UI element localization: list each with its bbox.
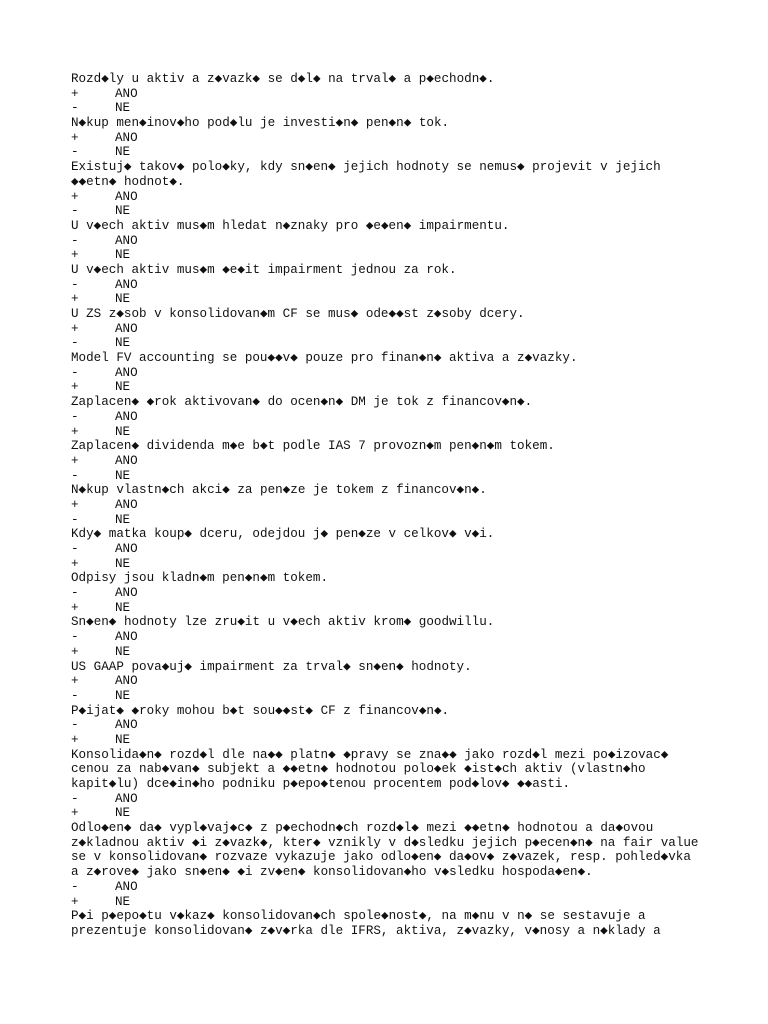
answer-option <box>71 557 711 572</box>
answer-mark: - <box>71 409 79 424</box>
answer-option <box>71 601 711 616</box>
answer-option <box>71 454 711 469</box>
answer-mark: + <box>71 806 79 821</box>
answer-option <box>71 689 711 704</box>
answer-option <box>71 204 711 219</box>
answer-label: ANO <box>115 497 138 512</box>
answer-label: NE <box>115 292 131 307</box>
answer-label: ANO <box>115 409 138 424</box>
answer-mark: - <box>71 336 79 351</box>
answer-label: NE <box>115 644 131 659</box>
answer-option <box>71 131 711 146</box>
answer-mark: - <box>71 277 79 292</box>
answer-mark: + <box>71 600 79 615</box>
answer-label: NE <box>115 248 131 263</box>
answer-mark: - <box>71 791 79 806</box>
answer-label: NE <box>115 336 131 351</box>
answer-option <box>71 880 711 895</box>
answer-option <box>71 733 711 748</box>
question-text-line: Model FV accounting se pou◆◆v◆ pouze pro finan◆n◆ aktiva a z◆vazky. <box>71 351 578 366</box>
answer-label: ANO <box>115 879 138 894</box>
answer-mark: + <box>71 453 79 468</box>
answer-mark: + <box>71 321 79 336</box>
question-text-line: Odpisy jsou kladn◆m pen◆n◆m tokem. <box>71 571 329 586</box>
answer-label: NE <box>115 688 131 703</box>
answer-mark: + <box>71 674 79 689</box>
answer-option <box>71 513 711 528</box>
answer-option <box>71 190 711 205</box>
answer-mark: + <box>71 130 79 145</box>
answer-label: NE <box>115 101 131 116</box>
question-text-line: se v konsolidovan◆ rozvaze vykazuje jako odlo◆en◆ da◆ov◆ z◆vazek, resp. pohled◆vka <box>71 850 691 865</box>
answer-label: NE <box>115 145 131 160</box>
question-text-line: Existuj◆ takov◆ polo◆ky, kdy sn◆en◆ jejich hodnoty se nemus◆ projevit v jejich <box>71 160 661 175</box>
question-text-line: US GAAP pova◆uj◆ impairment za trval◆ sn◆en◆ hodnoty. <box>71 659 472 674</box>
question-text-line: P◆ijat◆ ◆roky mohou b◆t sou◆◆st◆ CF z financov◆n◆. <box>71 703 450 718</box>
document-page <box>71 72 711 939</box>
answer-mark: - <box>71 718 79 733</box>
answer-option <box>71 292 711 307</box>
question-text-line: N◆kup men◆inov◆ho pod◆lu je investi◆n◆ pen◆n◆ tok. <box>71 116 450 131</box>
answer-mark: + <box>71 86 79 101</box>
answer-label: NE <box>115 380 131 395</box>
answer-option <box>71 87 711 102</box>
answer-label: ANO <box>115 718 138 733</box>
answer-option <box>71 674 711 689</box>
answer-mark: - <box>71 512 79 527</box>
question-text-line: P◆i p◆epo◆tu v◆kaz◆ konsolidovan◆ch spole◆nost◆, na m◆nu v n◆ se sestavuje a <box>71 909 646 924</box>
question-text-line: kapit◆lu) dce◆in◆ho podniku p◆epo◆tenou procentem pod◆lov◆ ◆◆asti. <box>71 777 571 791</box>
answer-label: NE <box>115 556 131 571</box>
answer-label: NE <box>115 806 131 821</box>
question-text-line: N◆kup vlastn◆ch akci◆ za pen◆ze je tokem z financov◆n◆. <box>71 483 487 498</box>
question-text-line: Odlo◆en◆ da◆ vypl◆vaj◆c◆ z p◆echodn◆ch rozd◆l◆ mezi ◆◆etn◆ hodnotou a da◆ovou <box>71 821 654 836</box>
answer-label: ANO <box>115 791 138 806</box>
answer-mark: + <box>71 380 79 395</box>
answer-label: ANO <box>115 86 138 101</box>
answer-label: ANO <box>115 630 138 645</box>
answer-option <box>71 248 711 263</box>
question-text-line: prezentuje konsolidovan◆ z◆v◆rka dle IFRS, aktiva, z◆vazky, v◆nosy a n◆klady a <box>71 923 661 938</box>
answer-option <box>71 792 711 807</box>
answer-label: ANO <box>115 365 138 380</box>
question-text-line: z◆kladnou aktiv ◆i z◆vazk◆, kter◆ vznikly v d◆sledku jejich p◆ecen◆n◆ na fair value <box>71 835 699 850</box>
question-text-line: ◆◆etn◆ hodnot◆. <box>71 174 185 189</box>
answer-option <box>71 718 711 733</box>
answer-mark: + <box>71 894 79 909</box>
answer-option <box>71 410 711 425</box>
question-text-line: U v◆ech aktiv mus◆m hledat n◆znaky pro ◆e◆en◆ impairmentu. <box>71 218 510 233</box>
answer-mark: + <box>71 497 79 512</box>
answer-label: ANO <box>115 130 138 145</box>
answer-mark: - <box>71 468 79 483</box>
answer-label: ANO <box>115 321 138 336</box>
question-text-line: U ZS z◆sob v konsolidovan◆m CF se mus◆ ode◆◆st z◆soby dcery. <box>71 307 525 321</box>
question-text-line: Zaplacen◆ dividenda m◆e b◆t podle IAS 7 provozn◆m pen◆n◆m tokem. <box>71 439 555 454</box>
answer-label: NE <box>115 204 131 219</box>
answer-option <box>71 336 711 351</box>
answer-mark: + <box>71 424 79 439</box>
answer-label: ANO <box>115 674 138 689</box>
answer-mark: + <box>71 556 79 571</box>
answer-label: NE <box>115 600 131 615</box>
answer-mark: - <box>71 233 79 248</box>
answer-mark: + <box>71 732 79 747</box>
answer-option <box>71 498 711 513</box>
answer-label: ANO <box>115 277 138 292</box>
answer-label: NE <box>115 512 131 527</box>
answer-mark: - <box>71 586 79 601</box>
answer-label: NE <box>115 424 131 439</box>
answer-option <box>71 895 711 910</box>
answer-label: NE <box>115 894 131 909</box>
answer-option <box>71 542 711 557</box>
answer-option <box>71 101 711 116</box>
answer-mark: + <box>71 248 79 263</box>
answer-mark: - <box>71 630 79 645</box>
answer-mark: - <box>71 101 79 116</box>
answer-option <box>71 322 711 337</box>
answer-label: ANO <box>115 233 138 248</box>
answer-option <box>71 278 711 293</box>
answer-mark: + <box>71 189 79 204</box>
answer-option <box>71 366 711 381</box>
answer-option <box>71 425 711 440</box>
answer-mark: - <box>71 688 79 703</box>
answer-option <box>71 586 711 601</box>
answer-mark: + <box>71 644 79 659</box>
question-text-line: Konsolida◆n◆ rozd◆l dle na◆◆ platn◆ ◆pravy se zna◆◆ jako rozd◆l mezi po◆izovac◆ <box>71 747 669 762</box>
answer-label: ANO <box>115 586 138 601</box>
answer-option <box>71 469 711 484</box>
answer-mark: - <box>71 879 79 894</box>
answer-option <box>71 645 711 660</box>
answer-option <box>71 234 711 249</box>
answer-label: ANO <box>115 453 138 468</box>
answer-mark: - <box>71 542 79 556</box>
answer-label: NE <box>115 732 131 747</box>
question-text-line: Sn◆en◆ hodnoty lze zru◆it u v◆ech aktiv krom◆ goodwillu. <box>71 615 495 630</box>
question-text-line: Rozd◆ly u aktiv a z◆vazk◆ se d◆l◆ na trval◆ a p◆echodn◆. <box>71 72 495 86</box>
answer-option <box>71 380 711 395</box>
answer-mark: - <box>71 204 79 219</box>
question-text-line: cenou za nab◆van◆ subjekt a ◆◆etn◆ hodnotou polo◆ek ◆ist◆ch aktiv (vlastn◆ho <box>71 762 646 777</box>
answer-label: ANO <box>115 189 138 204</box>
answer-mark: - <box>71 365 79 380</box>
answer-mark: + <box>71 292 79 307</box>
answer-option <box>71 630 711 645</box>
answer-option <box>71 145 711 160</box>
answer-label: ANO <box>115 542 138 556</box>
answer-option <box>71 806 711 821</box>
answer-label: NE <box>115 468 131 483</box>
question-text-line: a z◆rove◆ jako sn◆en◆ ◆i zv◆en◆ konsolidovan◆ho v◆sledku hospoda◆en◆. <box>71 865 593 880</box>
question-text-line: Kdy◆ matka koup◆ dceru, odejdou j◆ pen◆ze v celkov◆ v◆i. <box>71 527 495 542</box>
answer-mark: - <box>71 145 79 160</box>
question-text-line: Zaplacen◆ ◆rok aktivovan◆ do ocen◆n◆ DM je tok z financov◆n◆. <box>71 395 533 410</box>
question-text-line: U v◆ech aktiv mus◆m ◆e◆it impairment jednou za rok. <box>71 262 457 277</box>
